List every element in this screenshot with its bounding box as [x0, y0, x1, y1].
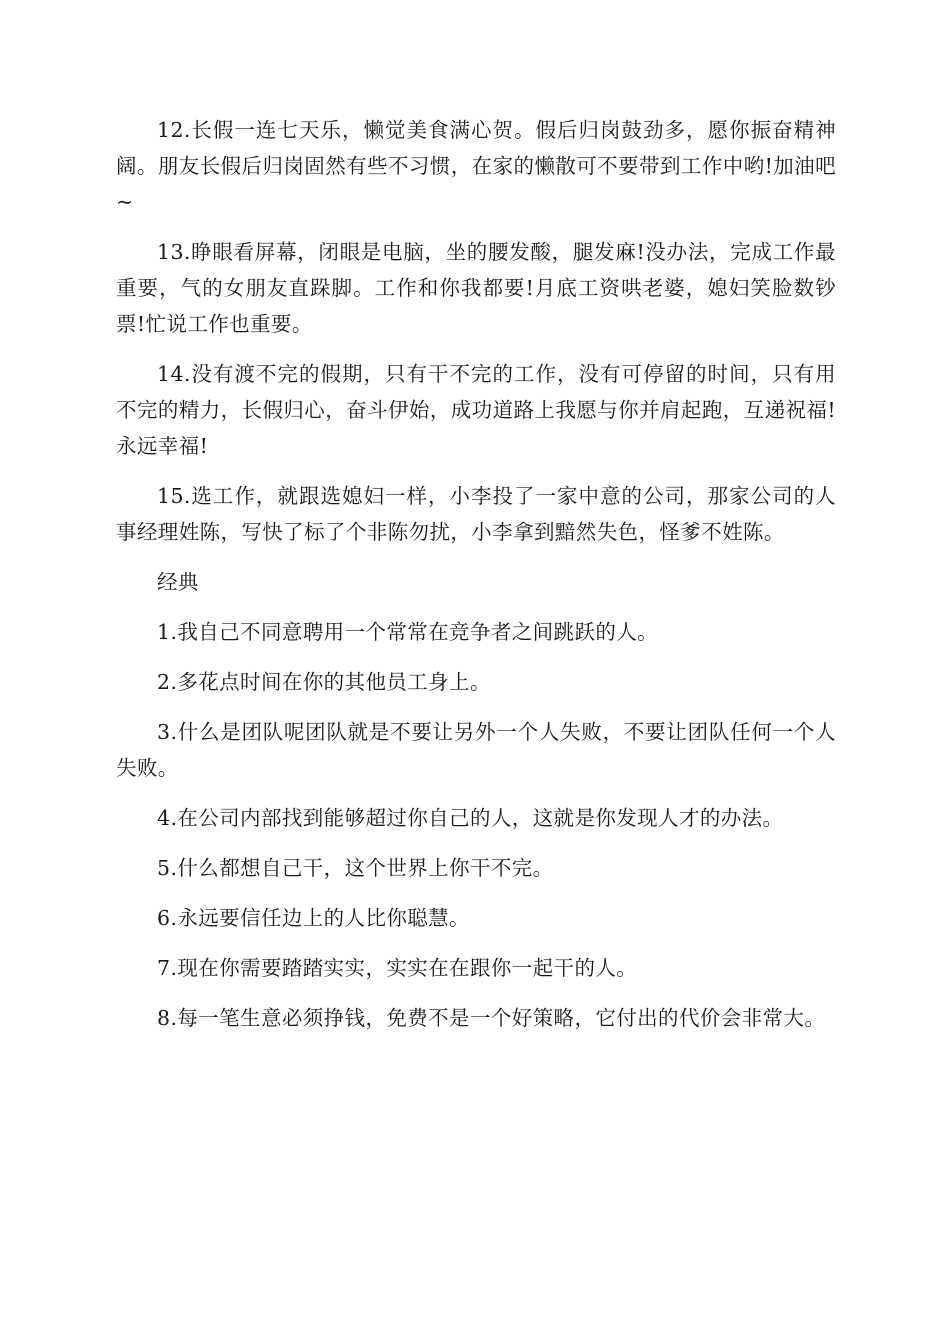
classic-item-8: 8.每一笔生意必须挣钱，免费不是一个好策略，它付出的代价会非常大。 — [157, 1006, 826, 1030]
classic-item-4: 4.在公司内部找到能够超过你自己的人，这就是你发现人才的办法。 — [157, 806, 784, 830]
classic-item-2: 2.多花点时间在你的其他员工身上。 — [157, 670, 491, 694]
paragraph-12: 12.长假一连七天乐，懒觉美食满心贺。假后归岗鼓劲多，愿你振奋精神阔。朋友长假后归岗固然有些不习惯，在家的懒散可不要带到工作中哟!加油吧~ — [116, 118, 836, 214]
classic-item-5: 5.什么都想自己干，这个世界上你干不完。 — [157, 856, 554, 880]
classic-item-7: 7.现在你需要踏踏实实，实实在在跟你一起干的人。 — [157, 956, 638, 980]
classic-item-1: 1.我自己不同意聘用一个常常在竞争者之间跳跃的人。 — [157, 620, 659, 644]
paragraph-14: 14.没有渡不完的假期，只有干不完的工作，没有可停留的时间，只有用不完的精力，长假归心，奋斗伊始，成功道路上我愿与你并肩起跑，互递祝福!永远幸福! — [116, 362, 836, 458]
classic-item-3: 3.什么是团队呢团队就是不要让另外一个人失败，不要让团队任何一个人失败。 — [116, 720, 836, 780]
paragraph-13: 13.睁眼看屏幕，闭眼是电脑，坐的腰发酸，腿发麻!没办法，完成工作最重要，气的女朋友直跺脚。工作和你我都要!月底工资哄老婆，媳妇笑脸数钞票!忙说工作也重要。 — [116, 240, 836, 336]
document-page — [116, 112, 836, 1050]
paragraph-15: 15.选工作，就跟选媳妇一样，小李投了一家中意的公司，那家公司的人事经理姓陈，写快了标了个非陈勿扰，小李拿到黯然失色，怪爹不姓陈。 — [116, 484, 836, 544]
classic-item-6: 6.永远要信任边上的人比你聪慧。 — [157, 906, 470, 930]
section-heading-classic: 经典 — [157, 570, 199, 594]
